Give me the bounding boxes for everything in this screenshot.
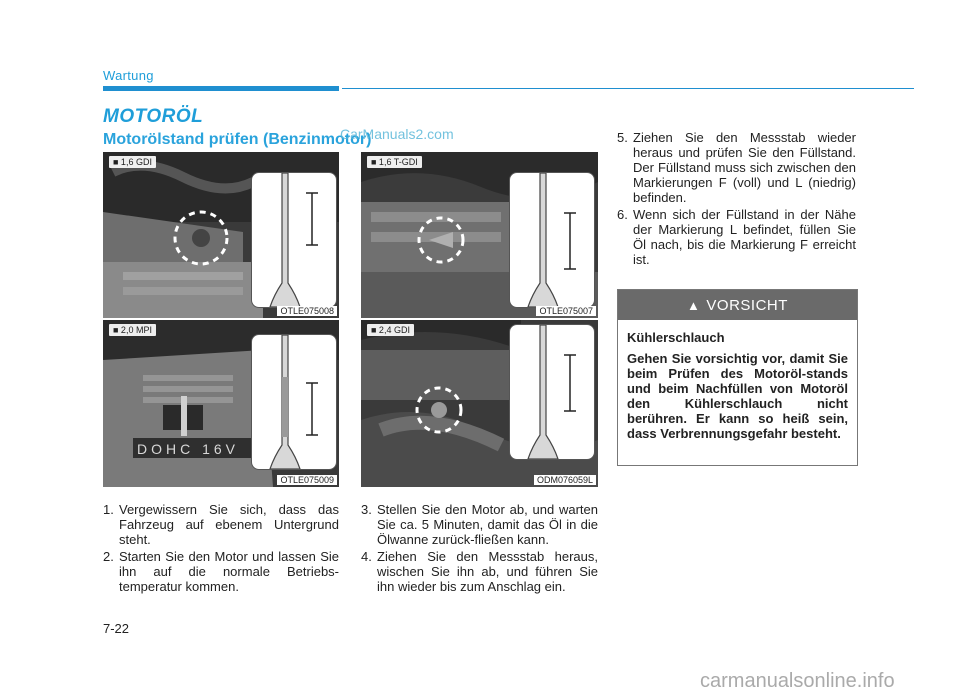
caution-text: Gehen Sie vorsichtig vor, damit Sie beim Prüfen des Motoröl-stands und beim Nachfüllen von Motoröl den Kühlerschlauch nicht berühren. Er kann so heiß sein, dass Verbrennungsgefahr besteht. [627, 351, 848, 441]
step-2: 2. Starten Sie den Motor und lassen Sie ihn auf die normale Betriebs-temperatur kommen. [103, 549, 339, 594]
step-5: 5. Ziehen Sie den Messstab wieder heraus und prüfen Sie den Füllstand. Der Füllstand muss sich zwischen den Markierungen F (voll) und L (niedrig) befinden. [617, 130, 856, 205]
engine-tag: ■ 2,0 MPI [109, 324, 156, 336]
dipstick-icon [510, 173, 594, 307]
step-1: 1. Vergewissern Sie sich, dass das Fahrzeug auf ebenem Untergrund steht. [103, 502, 339, 547]
caution-label: VORSICHT [706, 296, 788, 314]
dipstick-detail [251, 172, 337, 308]
dipstick-detail [509, 172, 595, 308]
page-subtitle: Motorölstand prüfen (Benzinmotor) [103, 131, 372, 148]
engine-photo-2 [361, 152, 598, 318]
caution-header [618, 290, 857, 320]
watermark-top: CarManuals2.com [340, 126, 454, 142]
watermark-bottom: carmanualsonline.info [700, 670, 895, 692]
page-number: 7-22 [103, 621, 130, 636]
steps-right [617, 130, 856, 269]
dipstick-icon [252, 335, 336, 469]
step-3: 3. Stellen Sie den Motor ab, und warten Sie ca. 5 Minuten, damit das Öl in die Ölwanne zurück-fließen kann. [361, 502, 598, 547]
dipstick-detail [509, 324, 595, 460]
steps-middle [361, 502, 598, 596]
header-accent-bar [103, 86, 339, 91]
dipstick-icon [510, 325, 594, 459]
warning-triangle-icon: ▲ [687, 297, 701, 313]
engine-tag: ■ 2,4 GDI [367, 324, 414, 336]
engine-cover-label: DOHC 16V [137, 441, 240, 457]
engine-photo-3 [103, 320, 339, 487]
engine-tag: ■ 1,6 GDI [109, 156, 156, 168]
steps-left [103, 502, 339, 596]
image-code: OTLE075009 [277, 475, 337, 485]
caution-body [618, 320, 857, 441]
header-rule [342, 88, 914, 89]
image-code: ODM076059L [534, 475, 596, 485]
section-label: Wartung [103, 68, 154, 83]
engine-photo-1 [103, 152, 339, 318]
engine-tag: ■ 1,6 T-GDI [367, 156, 422, 168]
step-4: 4. Ziehen Sie den Messstab heraus, wischen Sie ihn ab, und führen Sie ihn wieder bis zum Anschlag ein. [361, 549, 598, 594]
caution-box [617, 289, 858, 466]
image-code: OTLE075008 [277, 306, 337, 316]
step-6: 6. Wenn sich der Füllstand in der Nähe der Markierung L befindet, füllen Sie Öl nach, bis die Markierung F erreicht ist. [617, 207, 856, 267]
dipstick-detail [251, 334, 337, 470]
engine-photo-4 [361, 320, 598, 487]
caution-title: Kühlerschlauch [627, 330, 725, 345]
image-code: OTLE075007 [536, 306, 596, 316]
dipstick-icon [252, 173, 336, 307]
page-title: MOTORÖL [103, 106, 204, 127]
